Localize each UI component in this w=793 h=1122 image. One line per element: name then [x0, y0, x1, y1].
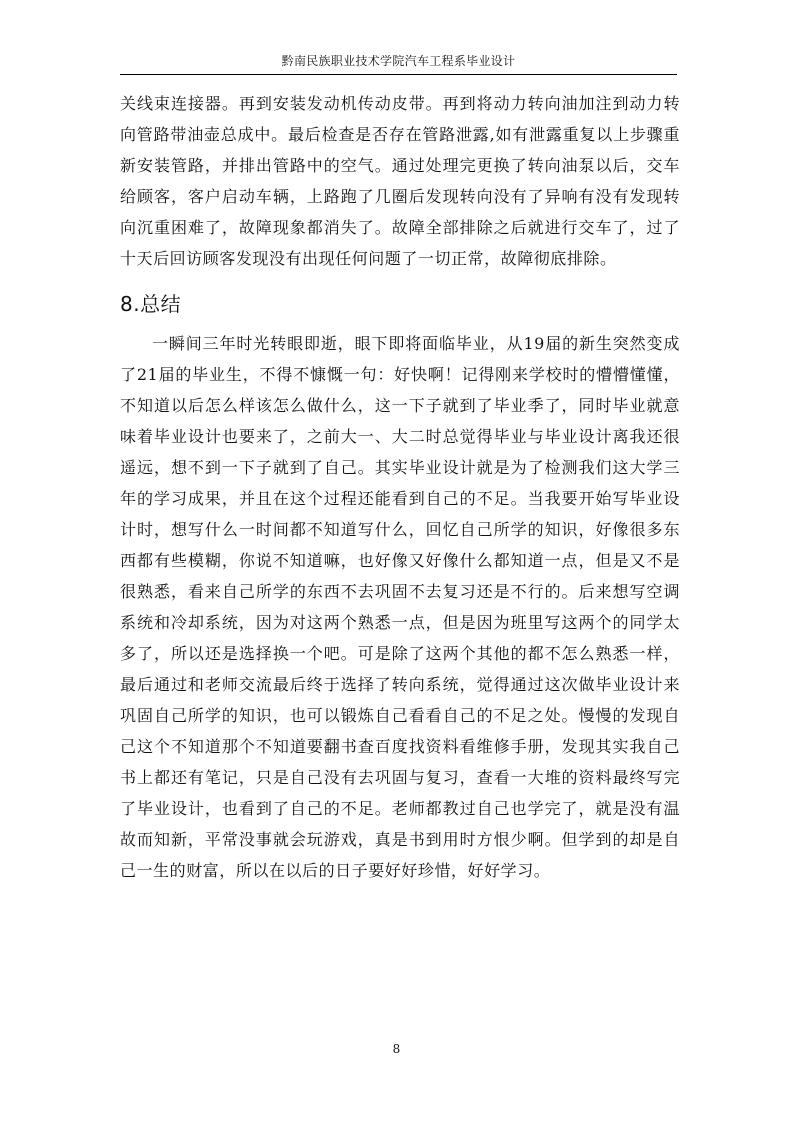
- continued-paragraph: 关线束连接器。再到安装发动机传动皮带。再到将动力转向油加注到动力转向管路带油壶总成中。最后检查是否存在管路泄露,如有泄露重复以上步骤重新安装管路，并排出管路中的空气。通过处理完更换了转向油泵以后，交车给顾客，客户启动车辆，上路跑了几圈后发现转向没有了异响有没有发现转向沉重困难了，故障现象都消失了。故障全部排除之后就进行交车了，过了十天后回访顾客发现没有出现任何问题了一切正常，故障彻底排除。: [120, 94, 680, 268]
- page-content: [120, 88, 680, 886]
- summary-paragraph: 一瞬间三年时光转眼即逝，眼下即将面临毕业，从19届的新生突然变成了21届的毕业生，不得不慷慨一句：好快啊！记得刚来学校时的懵懵懂懂，不知道以后怎么样该怎么做什么，这一下子就到了毕业季了，同时毕业就意味着毕业设计也要来了，之前大一、大二时总觉得毕业与毕业设计离我还很遥远，想不到一下子就到了自己。其实毕业设计就是为了检测我们这大学三年的学习成果，并且在这个过程还能看到自己的不足。当我要开始写毕业设计时，想写什么一时间都不知道写什么，回忆自己所学的知识，好像很多东西都有些模糊，你说不知道嘛，也好像又好像什么都知道一点，但是又不是很熟悉，看来自己所学的东西不去巩固不去复习还是不行的。后来想写空调系统和冷却系统，因为对这两个熟悉一点，但是因为班里写这两个的同学太多了，所以还是选择换一个吧。可是除了这两个其他的都不怎么熟悉一样，最后通过和老师交流最后终于选择了转向系统，觉得通过这次做毕业设计来巩固自己所学的知识，也可以锻炼自己看看自己的不足之处。慢慢的发现自己这个不知道那个不知道要翻书查百度找资料看维修手册，发现其实我自己书上都还有笔记，只是自己没有去巩固与复习，查看一大堆的资料最终写完了毕业设计，也看到了自己的不足。老师都教过自己也学完了，就是没有温故而知新，平常没事就会玩游戏，真是书到用时方恨少啊。但学到的却是自己一生的财富，所以在以后的日子要好好珍惜，好好学习。: [120, 334, 680, 880]
- page-header: 黔南民族职业技术学院汽车工程系毕业设计: [120, 52, 677, 75]
- section-heading: 8.总结: [120, 292, 182, 316]
- page-number: 8: [392, 1042, 401, 1056]
